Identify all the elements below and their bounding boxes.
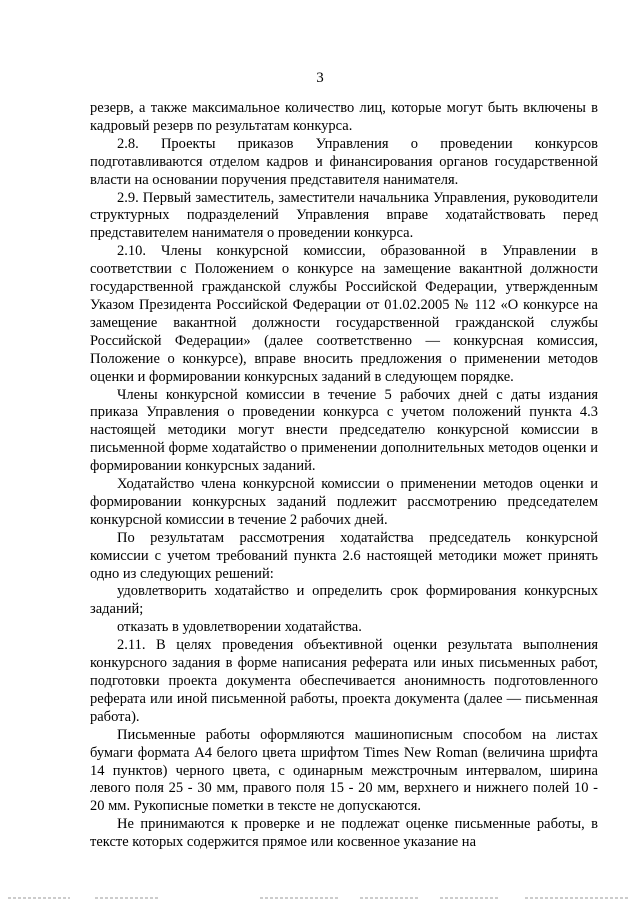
- paragraph-reserve-continuation: резерв, а также максимальное количество лиц, которые могут быть включены в кадровый резерв по результатам конкурса.: [90, 100, 598, 134]
- paragraph-formatting-rules: Письменные работы оформляются машинописным способом на листах бумаги формата А4 белого цвета шрифтом Times New Roman (величина шрифта 14 пунктов) черного цвета, с одинарным межстрочным интервалом, ширина левого поля 25 - 30 мм, правого поля 15 - 20 мм, верхнего и нижнего полей 10 - 20 мм. Рукописные пометки в тексте не допускаются.: [90, 726, 598, 815]
- scan-artifact-marks: [0, 894, 640, 902]
- paragraph-petition-review: Ходатайство члена конкурсной комиссии о применении методов оценки и формировании конкурсных заданий подлежит рассмотрению председателем конкурсной комиссии в течение 2 рабочих дней.: [90, 476, 598, 528]
- document-body: [90, 100, 598, 852]
- paragraph-2-8: 2.8. Проекты приказов Управления о проведении конкурсов подготавливаются отделом кадров и финансирования органов государственной власти на основании поручения представителя нанимателя.: [90, 135, 598, 188]
- paragraph-2-9: 2.9. Первый заместитель, заместители начальника Управления, руководители структурных подразделений Управления вправе ходатайствовать перед представителем нанимателя о проведении конкурса.: [90, 189, 598, 242]
- paragraph-option-refuse: отказать в удовлетворении ходатайства.: [117, 619, 362, 636]
- paragraph-option-satisfy: удовлетворить ходатайство и определить срок формирования конкурсных заданий;: [90, 583, 598, 618]
- paragraph-2-11: 2.11. В целях проведения объективной оценки результата выполнения конкурсного задания в форме написания реферата или иных письменных работ, подготовки проекта документа обеспечивается анонимность подготовленного реферата или иной письменной работы, проекта документа (далее — письменная работа).: [90, 637, 598, 725]
- paragraph-review-results: По результатам рассмотрения ходатайства председатель конкурсной комиссии с учетом требований пункта 2.6 настоящей методики может принять одно из следующих решений:: [90, 529, 598, 582]
- page-number: 3: [316, 70, 324, 86]
- paragraph-members-petition: Члены конкурсной комиссии в течение 5 рабочих дней с даты издания приказа Управления о проведении конкурса с учетом положений пункта 4.3 настоящей методики могут внести председателю конкурсной комиссии в письменной форме ходатайство о применении дополнительных методов оценки и формировании конкурсных заданий.: [90, 386, 598, 475]
- paragraph-2-10: 2.10. Члены конкурсной комиссии, образованной в Управлении в соответствии с Положением о конкурсе на замещение вакантной должности государственной гражданской службы Российской Федерации, утвержденным Указом Президента Российской Федерации от 01.02.2005 № 112 «О конкурсе на замещение вакантной должности государственной гражданской службы Российской Федерации» (далее соответственно — конкурсная комиссия, Положение о конкурсе), вправе вносить предложения о применении методов оценки и формировании конкурсных заданий в следующем порядке.: [90, 243, 598, 385]
- paragraph-not-accepted: Не принимаются к проверке и не подлежат оценке письменные работы, в тексте которых содержится прямое или косвенное указание на: [90, 816, 598, 851]
